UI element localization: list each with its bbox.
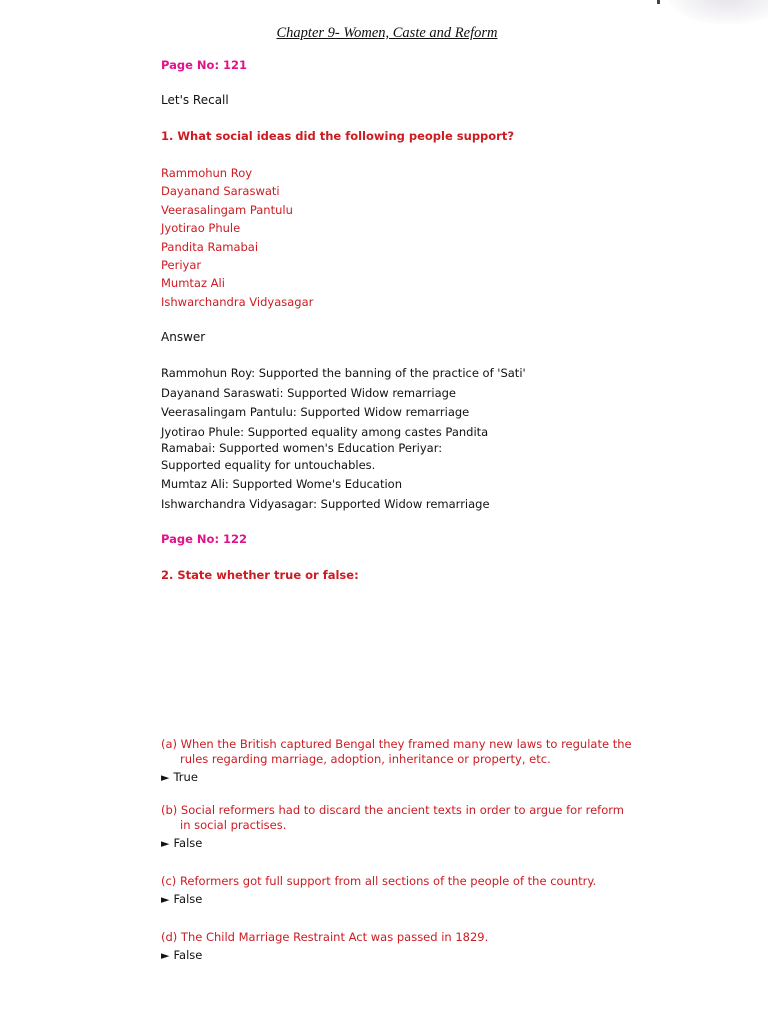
statement-line-2: rules regarding marriage, adoption, inheritance or property, etc. (180, 752, 551, 766)
statement (161, 930, 488, 945)
answer-line: Ishwarchandra Vidyasagar: Supported Widow remarriage (161, 496, 490, 511)
answer-row (161, 948, 488, 962)
true-false-item-d (161, 930, 488, 962)
chapter-title: Chapter 9- Women, Caste and Reform (276, 25, 498, 41)
statement-line-1: (d) The Child Marriage Restraint Act was passed in 1829. (161, 930, 489, 944)
person-item: Dayanand Saraswati (161, 184, 280, 199)
tf-answer: False (173, 948, 203, 962)
answer-row (161, 892, 596, 906)
people-list (161, 165, 313, 312)
true-false-item-b (161, 803, 624, 850)
tf-answer: False (173, 892, 203, 906)
lets-recall-heading: Let's Recall (161, 93, 229, 107)
answer-line: Supported equality for untouchables. (161, 457, 376, 472)
answer-line: Rammohun Roy: Supported the banning of the practice of 'Sati' (161, 366, 526, 380)
statement (161, 737, 632, 767)
statement-line-1: (c) Reformers got full support from all sections of the people of the country. (161, 874, 597, 888)
person-item: Ishwarchandra Vidyasagar (161, 294, 314, 309)
question-2: 2. State whether true or false: (161, 568, 359, 582)
question-1: 1. What social ideas did the following people support? (161, 129, 515, 143)
answer-label: Answer (161, 330, 206, 344)
statement-line-2: in social practises. (180, 818, 287, 832)
arrow-right-icon: ► (161, 771, 170, 784)
answer-row (161, 770, 632, 784)
person-item: Jyotirao Phule (161, 221, 241, 236)
arrow-right-icon: ► (161, 893, 170, 906)
answer-line: Dayanand Saraswati: Supported Widow remarriage (161, 385, 457, 400)
arrow-right-icon: ► (161, 949, 170, 962)
true-false-item-a (161, 737, 632, 784)
statement-line-1: (b) Social reformers had to discard the ancient texts in order to argue for reform (161, 803, 624, 817)
page-number-121: Page No: 121 (161, 58, 248, 72)
statement (161, 803, 624, 833)
tf-answer: False (173, 836, 203, 850)
arrow-right-icon: ► (161, 837, 170, 850)
statement (161, 874, 596, 889)
statement-line-1: (a) When the British captured Bengal they framed many new laws to regulate the (161, 737, 632, 751)
page-number-122: Page No: 122 (161, 532, 248, 546)
person-item: Veerasalingam Pantulu (161, 202, 293, 217)
answers-list (161, 365, 526, 515)
true-false-item-c (161, 874, 596, 906)
answer-row (161, 836, 624, 850)
answer-line: Ramabai: Supported women's Education Periyar: (161, 441, 443, 455)
page-corner-shadow (668, 0, 768, 25)
answer-line: Mumtaz Ali: Supported Wome's Education (161, 477, 403, 491)
person-item: Mumtaz Ali (161, 276, 225, 291)
answer-line: Veerasalingam Pantulu: Supported Widow remarriage (161, 405, 470, 419)
tf-answer: True (173, 770, 198, 784)
person-item: Rammohun Roy (161, 166, 253, 180)
person-item: Pandita Ramabai (161, 239, 259, 254)
answer-line: Jyotirao Phule: Supported equality among castes Pandita (161, 424, 489, 439)
person-item: Periyar (161, 257, 202, 272)
page-corner-mark (657, 0, 660, 4)
